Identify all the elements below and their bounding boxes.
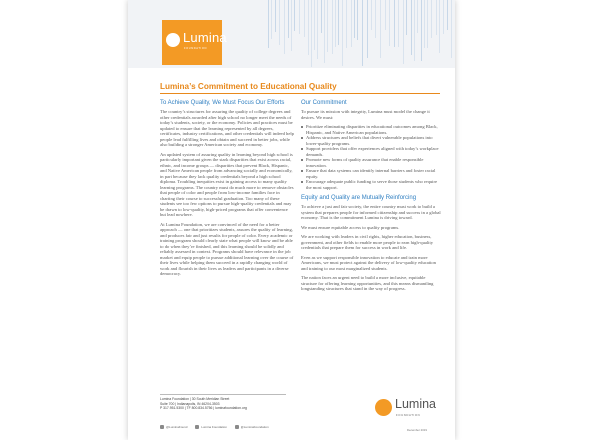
right-paragraph-5: The nation faces an urgent need to build a more inclusive, equitable structure for offering learning opportunities, and this means dismantling longstanding structures that stand in the way of progress. <box>301 275 434 291</box>
social-twitter-label: @LuminaFound <box>166 425 188 429</box>
footer-logo-name: Lumina <box>395 397 436 411</box>
right-paragraph-2: We must ensure equitable access to quality programs. <box>301 224 400 230</box>
equity-heading: Equity and Quality are Mutually Reinforcing <box>301 195 417 201</box>
footer-line-3: P 317.951.5300 | TF 800.834.5756 | luminafoundation.org <box>160 406 247 411</box>
logo-circle-icon <box>166 33 180 47</box>
social-instagram-label: @LuminaFoundation <box>240 425 269 429</box>
left-paragraph-2: An updated system of assuring quality in learning beyond high school is particularly important given the stark disparities that exist across racial, ethnic, and income groups — disparities that prevent Black, Hispanic, and Native American people from advancing socially and economically, in part because they lack quality credentials beyond a high school diploma. Troubling inequities exist in gaining access to many quality learning programs. The country must do much more to remove obstacles that people of color and people from low-income families face in charting their course to successful graduation. Too many of these students see too few options to pursue high-quality credentials and may be drawn to low-quality, high-priced programs that offer convenience but lead nowhere. <box>160 151 294 217</box>
footer-address <box>160 397 290 411</box>
left-heading: To Achieve Quality, We Must Focus Our Efforts <box>160 100 285 106</box>
footer-logo-circle-icon <box>375 399 392 416</box>
logo-subtitle: FOUNDATION <box>184 47 207 50</box>
commitment-intro: To pursue its mission with integrity, Lumina must model the change it desires. We must: <box>301 109 430 120</box>
twitter-icon <box>160 425 164 429</box>
header-banner <box>128 0 455 68</box>
commitment-bullet: Prioritize eliminating disparities in educational outcomes among Black, Hispanic, and Native American populations. <box>301 124 441 135</box>
right-paragraph-3: We are working with leaders in civil rights, higher education, business, government, and other fields to enable more people to earn high-quality credentials that prepare them for success in work and life. <box>301 234 434 250</box>
left-paragraph-1: The country’s structures for assuring the quality of college degrees and other credentials awarded after high school no longer meet the needs of today’s students, society, or the economy. Policies and practices must be updated to ensure that the learning represented by all degrees, certificates, industry certifications, and other credentials will indeed help people lead fulfilling lives and obtain and succeed in better jobs, while also building a stronger American society and economy. <box>160 109 294 147</box>
left-paragraph-3: At Lumina Foundation, we are convinced of the need for a better approach — one that prioritizes students, assures the quality of learning, and produces fair and just results for people of color. Every academic or training program should clearly state what people will know and be able to do when they’re finished, and this learning should be solidly and reliably assessed in context. Programs should have relevance in the job market and equip people to pursue additional learning over the course of their lives while helping them succeed in a rapidly changing world of work and flourish in their lives as leaders and participants in a diverse democracy. <box>160 221 294 276</box>
footer-logo-subtitle: FOUNDATION <box>396 413 421 417</box>
commitment-list <box>301 124 441 190</box>
document-page <box>128 0 455 440</box>
commitment-bullet: Address structures and beliefs that divert vulnerable populations into lower-quality programs. <box>301 135 441 146</box>
footer-line-2: Suite 700 | Indianapolis, IN 46204-3503 <box>160 401 220 406</box>
document-title: Lumina’s Commitment to Educational Quality <box>160 82 337 91</box>
publication-date: December 2019 <box>407 428 427 432</box>
lumina-logo <box>162 20 227 65</box>
footer-line-1: Lumina Foundation | 30 South Meridian Street <box>160 397 230 401</box>
commitment-heading: Our Commitment <box>301 100 347 106</box>
right-paragraph-4: Even as we support responsible innovation to educate and train more Americans, we must protect against the delivery of low-quality education and training to our most marginalized students. <box>301 254 436 271</box>
social-facebook-label: Lumina Foundation <box>201 425 227 429</box>
social-facebook[interactable] <box>195 425 227 429</box>
social-instagram[interactable] <box>235 425 269 429</box>
title-rule <box>160 93 440 94</box>
commitment-bullet: Support providers that offer experiences aligned with today’s workplace demands. <box>301 146 441 157</box>
footer-rule <box>160 394 286 395</box>
social-twitter[interactable] <box>160 425 187 429</box>
right-column <box>301 99 441 296</box>
social-links <box>160 425 310 431</box>
instagram-icon <box>235 425 239 429</box>
left-column <box>160 99 294 281</box>
commitment-bullet: Ensure that data systems can identify internal barriers and foster racial equity. <box>301 168 441 179</box>
logo-name: Lumina <box>183 30 227 45</box>
commitment-bullet: Encourage adequate public funding to serve those students who require the most support. <box>301 179 441 190</box>
facebook-icon <box>195 425 199 429</box>
footer-logo <box>375 396 435 420</box>
right-paragraph-1: To achieve a just and fair society, the entire country must work to build a system that prepares people for informed citizenship and success in a global economy. That is the commitment Lumina is driving toward. <box>301 204 441 220</box>
commitment-bullet: Promote new forms of quality assurance that enable responsible innovation. <box>301 157 441 168</box>
